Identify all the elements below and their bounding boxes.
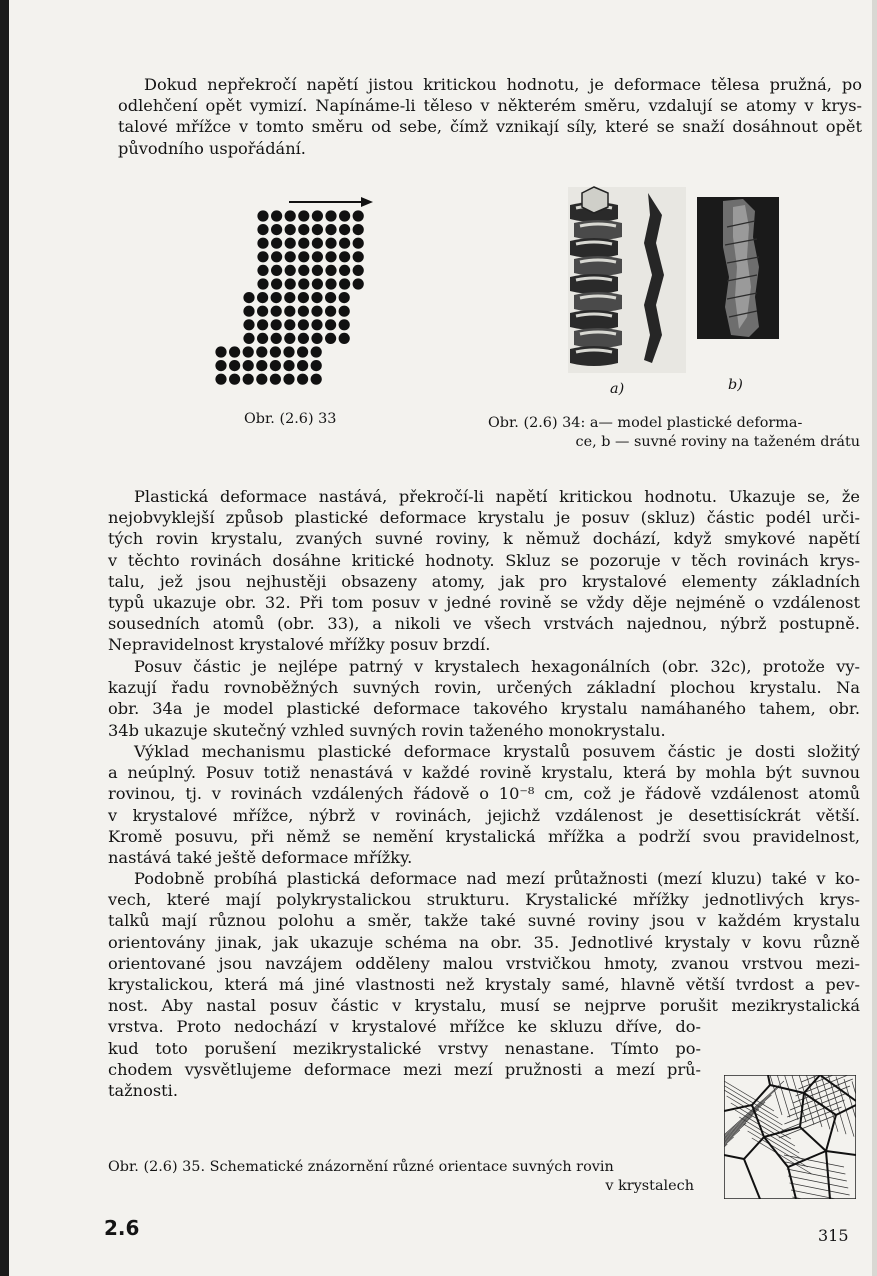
slipped-plate-stack [570, 202, 622, 366]
atom [256, 360, 267, 371]
text-line: Podobně probíhá plastická deformace nad mezí průtažnosti (mezí kluzu) také v ko- [134, 869, 860, 888]
atom [257, 251, 268, 262]
atom [325, 333, 336, 344]
section-number: 2.6 [104, 1216, 140, 1240]
atom [311, 319, 322, 330]
atom [284, 292, 295, 303]
text-line: a neúplný. Posuv totiž nenastává v každé rovině krystalu, která by mohla být suvnou [108, 763, 860, 783]
atom [298, 210, 309, 221]
atom [271, 224, 282, 235]
atom [285, 278, 296, 289]
text-line: odlehčení opět vymizí. Napínáme-li těleso v některém směru, vzdalují se atomy v krys- [118, 96, 862, 116]
atom [298, 333, 309, 344]
atom [297, 346, 308, 357]
atom [271, 292, 282, 303]
atom [243, 374, 254, 385]
text-line: chodem vysvětlujeme deformace mezi mezí pružnosti a mezí prů- [108, 1059, 701, 1079]
atom [215, 346, 226, 357]
atom [284, 306, 295, 317]
text-line: talu, jež jsou nejhustěji obsazeny atomy, jak pro krystalové elementy základních [108, 571, 860, 591]
atom [353, 251, 364, 262]
atom [311, 292, 322, 303]
atom [271, 319, 282, 330]
text-line: vrstva. Proto nedochází v krystalové mřížce ke skluzu dříve, do- [108, 1017, 701, 1037]
atom [325, 251, 336, 262]
atom [311, 306, 322, 317]
atom [325, 319, 336, 330]
atom [325, 210, 336, 221]
atom [311, 333, 322, 344]
atom [271, 265, 282, 276]
text-line: v těchto rovinách dosáhne kritické hodnoty. Skluz se pozoruje v těch rovinách krys- [108, 550, 860, 570]
atom [311, 374, 322, 385]
atom [353, 265, 364, 276]
hexagon-top-face [582, 187, 608, 213]
atom [298, 265, 309, 276]
text-line: Výklad mechanismu plastické deformace krystalů posuvem částic je dosti složitý [134, 742, 860, 761]
atom [243, 306, 254, 317]
atom [298, 306, 309, 317]
text-line: nastává také ještě deformace mřížky. [108, 848, 413, 868]
text-line: talové mřížce v tomto směru od sebe, čímž vznikají síly, které se snaží dosáhnout opět [118, 117, 862, 137]
body-paragraph-2 [108, 656, 860, 741]
caption-line: v krystalech [605, 1178, 694, 1194]
atom [257, 333, 268, 344]
text-line: orientovány jinak, jak ukazuje schéma na obr. 35. Jednotlivé krystaly v kovu různě [108, 932, 860, 952]
atom [325, 265, 336, 276]
atom [339, 251, 350, 262]
atom [257, 210, 268, 221]
atom [215, 360, 226, 371]
atom [283, 374, 294, 385]
atom [339, 210, 350, 221]
atom [284, 333, 295, 344]
atom [353, 278, 364, 289]
figure-34a-deformation-model [560, 185, 690, 375]
slip-direction-arrow [289, 197, 373, 207]
atom [312, 210, 323, 221]
atom [229, 360, 240, 371]
text-line: kazují řadu rovnoběžných suvných rovin, určených základní plochou krystalu. Na [108, 678, 860, 698]
figure-35-polycrystal-grains [724, 1075, 856, 1199]
body-paragraph-4 [108, 868, 860, 1101]
atom [339, 265, 350, 276]
atom [257, 278, 268, 289]
atom [339, 292, 350, 303]
text-line: obr. 34a je model plastické deformace takového krystalu namáhaného tahem, obr. [108, 699, 860, 719]
text-line: 34b ukazuje skutečný vzhled suvných rovin taženého monokrystalu. [108, 720, 666, 740]
body-paragraph-1 [108, 486, 860, 656]
atom [270, 374, 281, 385]
atom [283, 360, 294, 371]
atom [271, 238, 282, 249]
atom [312, 238, 323, 249]
atom [285, 265, 296, 276]
atom [312, 251, 323, 262]
atom [215, 374, 226, 385]
figure-34-caption [488, 414, 860, 452]
atom [312, 265, 323, 276]
atom [297, 360, 308, 371]
page-number: 315 [818, 1226, 849, 1245]
atom [271, 210, 282, 221]
atom [325, 238, 336, 249]
atom [285, 238, 296, 249]
atom [257, 265, 268, 276]
atom-grid [215, 210, 363, 384]
atom [312, 224, 323, 235]
atom [311, 360, 322, 371]
text-line: Dokud nepřekročí napětí jistou kritickou hodnotu, je deformace tělesa pružná, po [144, 75, 862, 94]
atom [257, 238, 268, 249]
atom [325, 224, 336, 235]
atom [243, 319, 254, 330]
atom [271, 306, 282, 317]
atom [285, 251, 296, 262]
atom [298, 319, 309, 330]
atom [298, 251, 309, 262]
page-edge-right [872, 0, 877, 1276]
atom [284, 319, 295, 330]
atom [257, 319, 268, 330]
text-line: Nepravidelnost krystalové mřížky posuv brzdí. [108, 635, 491, 655]
atom [298, 278, 309, 289]
atom [325, 278, 336, 289]
atom [257, 292, 268, 303]
atom [283, 346, 294, 357]
caption-line: Obr. (2.6) 35. Schematické znázornění různé orientace suvných rovin [108, 1159, 614, 1175]
atom [339, 278, 350, 289]
figure-34b-slip-planes-photo [697, 197, 779, 339]
figure-34a-label: a) [610, 381, 625, 397]
text-line: sousedních atomů (obr. 33), a nikoli ve všech vrstvách najednou, nýbrž postupně. [108, 614, 860, 634]
figure-33-atom-lattice [205, 192, 405, 392]
atom [339, 224, 350, 235]
atom [339, 306, 350, 317]
atom [353, 224, 364, 235]
atom [256, 346, 267, 357]
atom [243, 346, 254, 357]
atom [285, 210, 296, 221]
text-line: orientované jsou navzájem odděleny malou vrstvičkou hmoty, zvanou vrstvou mezi- [108, 953, 860, 973]
atom [298, 224, 309, 235]
text-line: Posuv částic je nejlépe patrný v krystalech hexagonálních (obr. 32c), protože vy- [134, 657, 860, 676]
text-line: talků mají různou polohu a směr, takže také suvné roviny jsou v každém krystalu [108, 911, 860, 931]
text-line: rovinou, tj. v rovinách vzdálených řádově o 10⁻⁸ cm, což je řádově vzdálenost atomů [108, 784, 860, 804]
text-line: nost. Aby nastal posuv částic v krystalu, musí se nejprve porušit mezikrystalická [108, 996, 860, 1016]
text-line: Plastická deformace nastává, překročí-li napětí kritickou hodnotu. Ukazuje se, že [134, 487, 860, 506]
atom [325, 292, 336, 303]
text-line: krystalickou, která má jiné vlastnosti než krystaly samé, hlavně větší tvrdost a pev- [108, 975, 860, 995]
figure-33-caption: Obr. (2.6) 33 [244, 411, 337, 427]
atom [271, 251, 282, 262]
atom [229, 346, 240, 357]
atom [257, 224, 268, 235]
atom [270, 360, 281, 371]
intro-paragraph [118, 74, 862, 159]
text-line: typů ukazuje obr. 32. Při tom posuv v jedné rovině se vždy děje nejméně o vzdálenost [108, 593, 860, 613]
figure-35-caption [108, 1158, 694, 1196]
atom [339, 238, 350, 249]
atom [229, 374, 240, 385]
atom [353, 238, 364, 249]
atom [271, 333, 282, 344]
figure-34b-label: b) [728, 377, 743, 393]
text-line: tých rovin krystalu, zvaných suvné roviny, k němuž dochází, když smykové napětí [108, 529, 860, 549]
text-line: nejobvyklejší způsob plastické deformace krystalu je posuv (skluz) částic podél urči- [108, 508, 860, 528]
atom [243, 292, 254, 303]
atom [257, 306, 268, 317]
atom [285, 224, 296, 235]
atom [243, 333, 254, 344]
atom [325, 306, 336, 317]
atom [298, 238, 309, 249]
caption-line: ce, b — suvné roviny na taženém drátu [575, 434, 860, 450]
atom [339, 319, 350, 330]
atom [312, 278, 323, 289]
atom [353, 210, 364, 221]
atom [311, 346, 322, 357]
atom [256, 374, 267, 385]
atom [298, 292, 309, 303]
atom [270, 346, 281, 357]
caption-line: Obr. (2.6) 34: a— model plastické deforma- [488, 415, 803, 431]
body-paragraph-3 [108, 741, 860, 868]
text-line: kud toto porušení mezikrystalické vrstvy nenastane. Tímto po- [108, 1038, 701, 1058]
atom [271, 278, 282, 289]
text-line: tažnosti. [108, 1081, 178, 1101]
text-line: vech, které mají polykrystalickou strukturu. Krystalické mřížky jednotlivých krys- [108, 890, 860, 910]
atom [243, 360, 254, 371]
page-edge-shadow [0, 0, 9, 1276]
text-line: původního uspořádání. [118, 138, 306, 158]
text-line: Kromě posuvu, při němž se nemění krystalická mřížka a podrží svou pravidelnost, [108, 826, 860, 846]
atom [297, 374, 308, 385]
atom [339, 333, 350, 344]
text-line: v krystalové mřížce, nýbrž v rovinách, jejichž vzdálenost je desettisíckrát větší. [108, 805, 860, 825]
